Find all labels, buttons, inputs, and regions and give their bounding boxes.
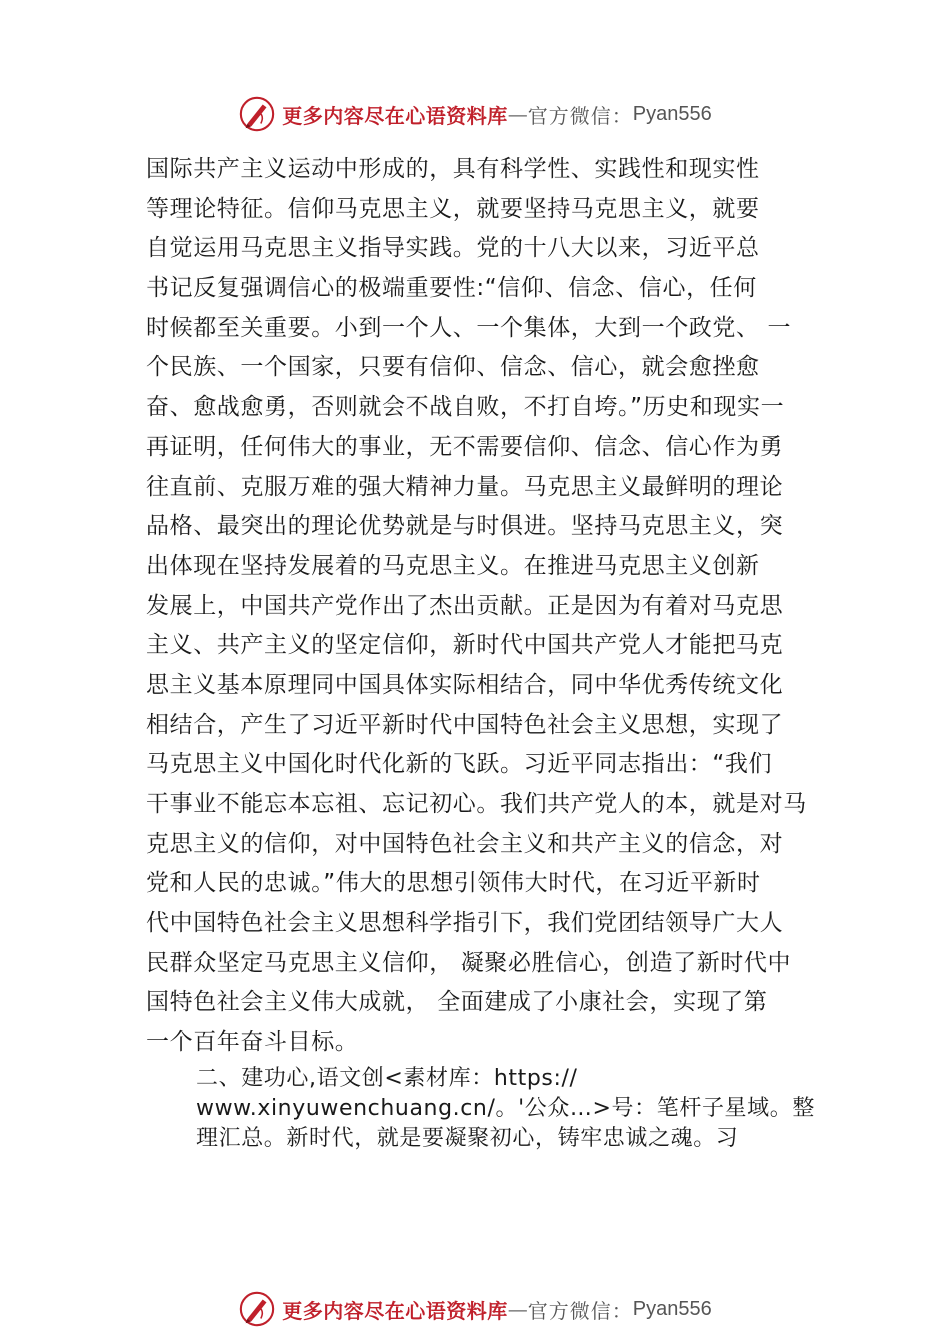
paragraph-line: 克思主义的信仰，对中国特色社会主义和共产主义的信念，对: [146, 830, 784, 857]
paragraph-line: 民群众坚定马克思主义信仰， 凝聚必胜信心，创造了新时代中: [146, 949, 792, 976]
section-heading-line: 二、建功心,语文创<素材库：https://: [196, 1066, 578, 1091]
paragraph-line: 出体现在坚持发展着的马克思主义。在推进马克思主义创新: [146, 552, 760, 579]
paragraph-line: 思主义基本原理同中国具体实际相结合，同中华优秀传统文化: [146, 671, 784, 698]
banner-separator: —: [507, 1297, 528, 1321]
header-banner: [0, 94, 950, 134]
banner-official-label: 官方微信：: [527, 103, 633, 128]
paragraph-line: 马克思主义中国化时代化新的飞跃。习近平同志指出：“我们: [146, 751, 773, 778]
paragraph-line: 国特色社会主义伟大成就， 全面建成了小康社会，实现了第: [146, 989, 768, 1016]
paragraph-line: 时候都至关重要。小到一个人、一个集体，大到一个政党、 一: [146, 314, 792, 341]
paragraph-line: 品格、最突出的理论优势就是与时俱进。坚持马克思主义，突: [146, 513, 784, 540]
paragraph-line: 往直前、克服万难的强大精神力量。马克思主义最鲜明的理论: [146, 473, 784, 500]
section-two-paragraph: [196, 1064, 836, 1154]
paragraph-line: 相结合，产生了习近平新时代中国特色社会主义思想，实现了: [146, 711, 784, 738]
paragraph-line: 等理论特征。信仰马克思主义，就要坚持马克思主义，就要: [146, 195, 760, 222]
paragraph-line: 书记反复强调信心的极端重要性:“信仰、信念、信心，任何: [146, 275, 757, 302]
paragraph-line: 国际共产主义运动中形成的，具有科学性、实践性和现实性: [146, 156, 760, 182]
banner-official-label: 官方微信：: [527, 1298, 633, 1323]
paragraph-line: 自觉运用马克思主义指导实践。党的十八大以来，习近平总: [146, 235, 760, 262]
pen-logo-icon: [238, 95, 276, 133]
paragraph-line: 奋、愈战愈勇，否则就会不战自败，不打自垮。”历史和现实一: [146, 394, 785, 421]
section-line: 理汇总。新时代，就是要凝聚初心，铸牢忠诚之魂。习: [196, 1126, 739, 1151]
footer-banner: [0, 1289, 950, 1329]
banner-separator: —: [507, 102, 528, 126]
paragraph-line: 个民族、一个国家，只要有信仰、信念、信心，就会愈挫愈: [146, 354, 760, 381]
banner-wechat-id: Pyan556: [632, 1297, 712, 1320]
paragraph-line: 一个百年奋斗目标。: [146, 1029, 359, 1056]
paragraph-line: 再证明，任何伟大的事业，无不需要信仰、信念、信心作为勇: [146, 433, 784, 460]
paragraph-line: 干事业不能忘本忘祖、忘记初心。我们共产党人的本，就是对马: [146, 791, 807, 817]
paragraph-line: 代中国特色社会主义思想科学指引下，我们党团结领导广大人: [146, 910, 784, 937]
banner-brand-text: 更多内容尽在心语资料库: [282, 1298, 508, 1323]
banner-brand-text: 更多内容尽在心语资料库: [282, 103, 508, 128]
paragraph-line: 主义、共产主义的坚定信仰，新时代中国共产党人才能把马克: [146, 632, 784, 659]
main-paragraph: [146, 150, 826, 1063]
paragraph-line: 党和人民的忠诚。”伟大的思想引领伟大时代，在习近平新时: [146, 870, 761, 897]
pen-logo-icon: [238, 1290, 276, 1328]
paragraph-line: 发展上，中国共产党作出了杰出贡献。正是因为有着对马克思: [146, 592, 784, 619]
banner-wechat-id: Pyan556: [632, 102, 712, 125]
section-line: www.xinyuwenchuang.cn/。'公众…>号：笔杆子星域。整: [196, 1096, 815, 1121]
